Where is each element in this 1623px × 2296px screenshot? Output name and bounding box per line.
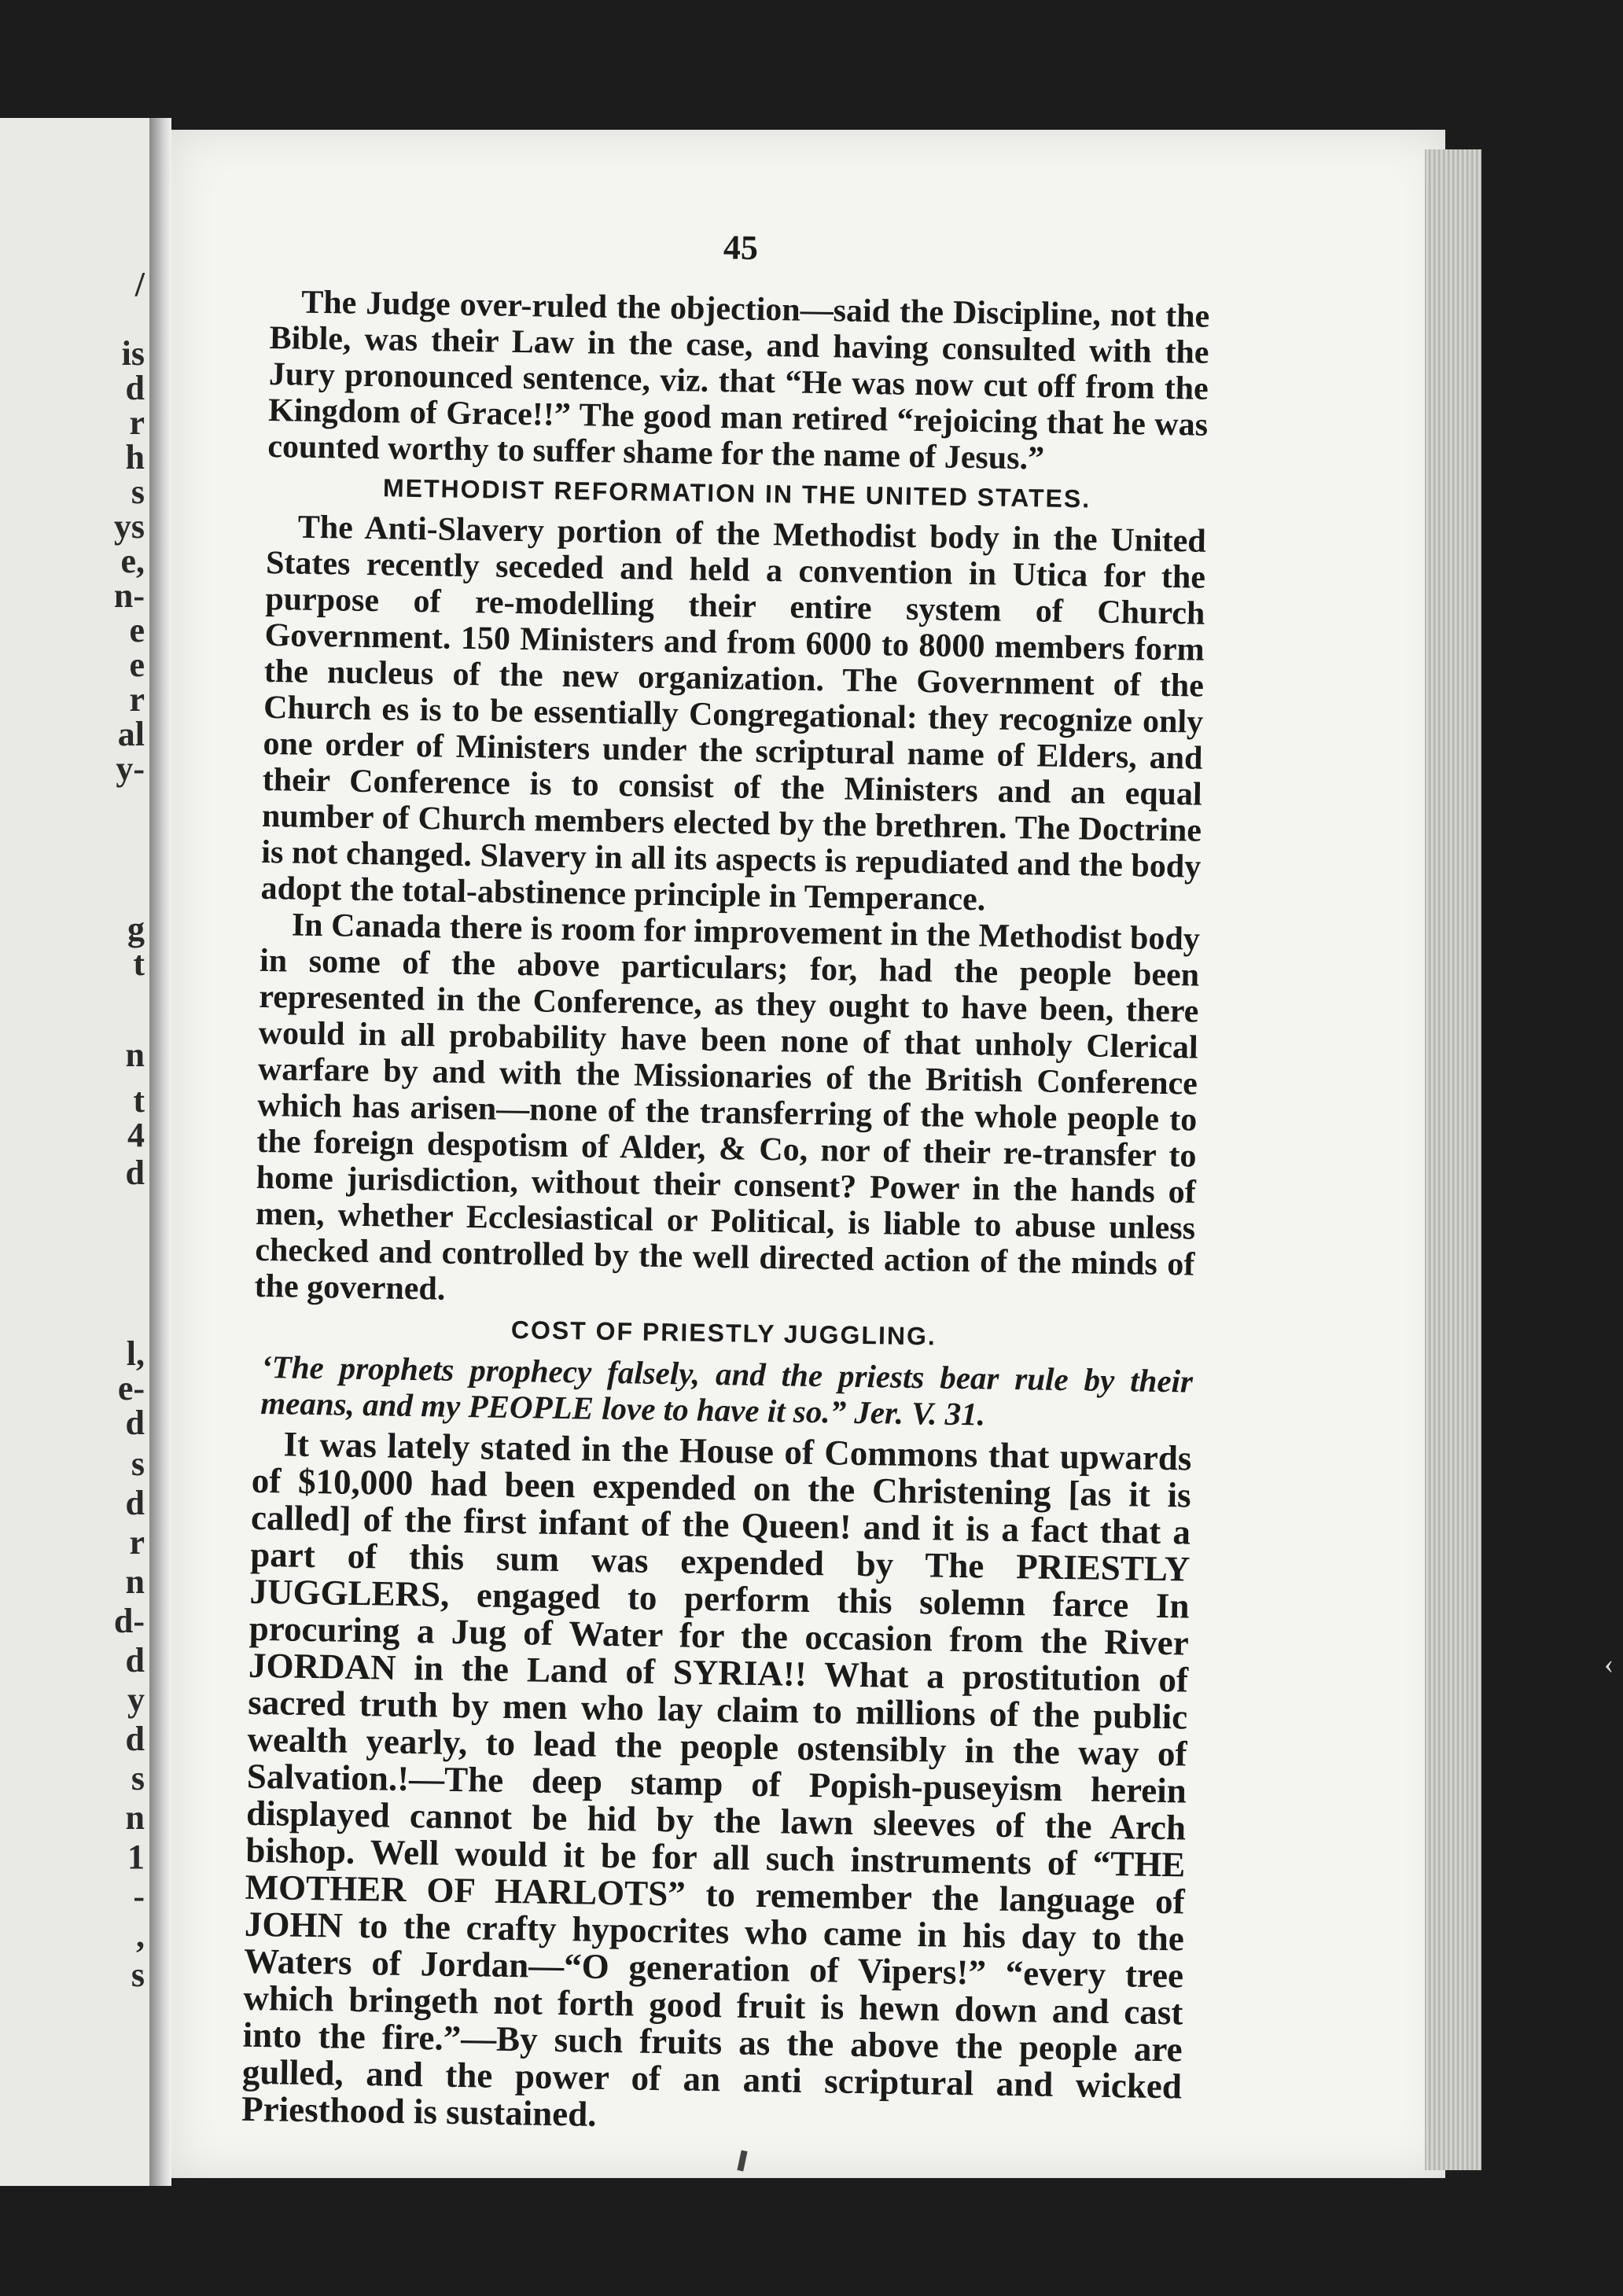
left-fragment: 1 — [127, 1838, 145, 1876]
left-page-margin-fragments — [0, 118, 149, 2186]
left-fragment: r — [129, 1523, 145, 1562]
paragraph-house-of-commons: It was lately stated in the House of Commons that upwards of $10,000 had been expended on the Christening [as it is called] of the first infant of the Queen! and it is a fact that a part of this sum was expended by The PRIESTLY JUGGLERS, engaged to perform this solemn farce In procuring a Jug of Water for the occasion from the River JORDAN in the Land of SYRIA!! What a prostitution of sacred truth by men who lay claim to millions of the public wealth yearly, to lead the people ostensibly in the way of Salvation.!—The deep stamp of Popish-puseyism herein displayed cannot be hid by the lawn sleeves of the Arch bishop. Well would it be for all such instruments of “THE MOTHER OF HARLOTS” to remember the language of JOHN to the crafty hypocrites who came in his day to the Waters of Jordan—“O generation of Vipers!” “every tree which bringeth not forth good fruit is hewn down and cast into the fire.”—By such fruits as the above the people are gulled, and the power of an anti scriptural and wicked Priesthood is sustained. — [241, 1424, 1192, 2134]
page-edge — [1425, 149, 1481, 2170]
left-fragment: s — [131, 1759, 145, 1797]
left-fragment: e — [129, 611, 145, 649]
book-gutter — [149, 118, 171, 2186]
left-fragment: is — [121, 334, 145, 373]
paragraph-canada: In Canada there is room for improvement in the Methodist body in some of the above particulars; for, had the people been represented in the Conference, as they ought to have been, there would in all probability have been none of that unholy Clerical warfare by and with the Missionaries of the British Conference which has arisen—none of the transferring of the whole people to the foreign despotism of Alder, & Co, nor of their re-transfer to home jurisdiction, without their consent? Power in the hands of men, whether Ecclesiastical or Political, is liable to abuse unless checked and controlled by the well directed action of the minds of the governed. — [254, 907, 1201, 1308]
left-fragment: d — [125, 1641, 145, 1680]
left-fragment: l, — [126, 1334, 145, 1373]
left-fragment: al — [117, 715, 145, 753]
left-fragment: e- — [117, 1369, 145, 1407]
left-fragment: d- — [113, 1602, 145, 1640]
page-number: 45 — [723, 228, 759, 267]
left-fragment: d — [125, 369, 145, 407]
left-fragment: s — [131, 1444, 145, 1483]
page-text — [241, 220, 1211, 2142]
left-fragment: n- — [113, 576, 145, 615]
left-fragment: d — [125, 1154, 145, 1192]
left-fragment: n — [125, 1036, 145, 1074]
left-fragment: / — [134, 265, 145, 304]
left-fragment: y — [127, 1680, 145, 1719]
left-fragment: s — [131, 1956, 145, 1994]
left-fragment: s — [131, 473, 145, 511]
heading-methodist-reformation: METHODIST REFORMATION IN THE UNITED STATES. — [382, 473, 1091, 513]
left-fragment: - — [133, 1877, 145, 1915]
left-page — [0, 118, 149, 2186]
left-fragment: r — [129, 680, 145, 719]
left-fragment: t — [133, 944, 145, 983]
margin-mark: ‹ — [1604, 1648, 1614, 1680]
left-fragment: n — [125, 1798, 145, 1837]
left-fragment: , — [136, 1916, 145, 1955]
left-fragment: y- — [116, 749, 145, 788]
left-fragment: r — [129, 403, 145, 442]
left-fragment: t — [133, 1081, 145, 1120]
left-fragment: h — [125, 438, 145, 476]
left-fragment: d — [125, 1404, 145, 1442]
epigraph-jeremiah: ‘The prophets prophecy falsely, and the priests bear rule by their means, and my PEOPLE love to have it so.” Jer. V. 31. — [260, 1348, 1194, 1433]
left-fragment: e, — [120, 542, 145, 580]
paragraph-judge: The Judge over-ruled the objection—said the Discipline, not the Bible, was their Law in the case, and having consulted with the Jury pronounced sentence, viz. that “He was now cut off from the Kingdom of Grace!!” The good man retired “rejoicing that he was counted worthy to suffer shame for the name of Jesus.” — [267, 284, 1210, 477]
left-fragment: d — [125, 1720, 145, 1758]
left-fragment: g — [127, 910, 145, 948]
left-fragment: e — [129, 646, 145, 684]
left-fragment: d — [125, 1484, 145, 1522]
paragraph-anti-slavery: The Anti-Slavery portion of the Methodist body in the United States recently seceded and held a convention in Utica for the purpose of re-modelling their entire system of Church Government. 150 Ministers and from 6000 to 8000 members form the nucleus of the new organization. The Government of the Church es is to be essentially Congregational: they recognize only one order of Ministers under the scriptural name of Elders, and their Conference is to consist of the Ministers and an equal number of Church members elected by the brethren. The Doctrine is not changed. Slavery in all its aspects is repudiated and the body adopt the total-abstinence principle in Temperance. — [260, 509, 1207, 918]
left-fragment: n — [125, 1562, 145, 1601]
heading-priestly-juggling: COST OF PRIESTLY JUGGLING. — [510, 1315, 937, 1351]
left-fragment: ys — [113, 507, 145, 546]
left-fragment: 4 — [127, 1116, 145, 1154]
